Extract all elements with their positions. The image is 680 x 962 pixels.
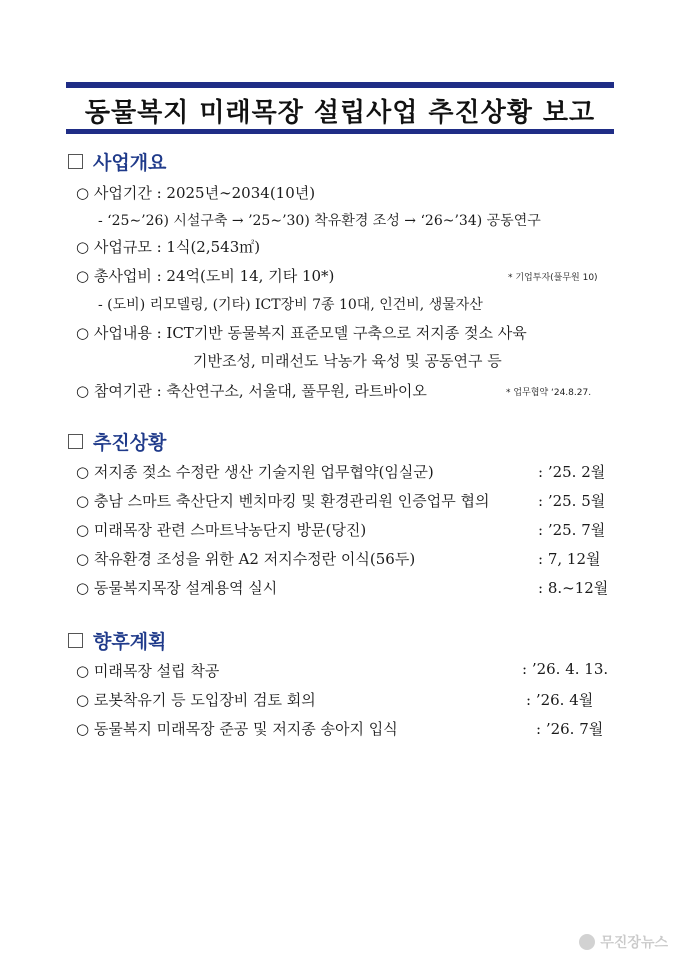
section-heading-plan — [68, 627, 166, 654]
square-bullet-icon — [68, 154, 83, 169]
page-title: 동물복지 미래목장 설립사업 추진상황 보고 — [84, 98, 596, 128]
progress-item: ○ 충남 스마트 축산단지 벤치마킹 및 환경관리원 인증업무 협의 — [76, 492, 490, 510]
title-banner — [66, 82, 614, 134]
overview-budget-note: * 기업투자(풀무원 10) — [508, 273, 598, 283]
progress-item: ○ 동물복지목장 설계용역 실시 — [76, 579, 278, 597]
section-heading-progress — [68, 428, 166, 455]
progress-item: ○ 저지종 젖소 수정란 생산 기술지원 업무협약(임실군) — [76, 463, 434, 481]
watermark-text: 무진장뉴스 — [600, 935, 668, 951]
progress-item: ○ 미래목장 관련 스마트낙농단지 방문(당진) — [76, 521, 367, 539]
progress-item-date: : ’25. 5월 — [538, 492, 606, 510]
plan-item-date: : ’26. 4. 13. — [522, 660, 609, 678]
progress-item-date: : ’25. 7월 — [538, 521, 606, 539]
square-bullet-icon — [68, 434, 83, 449]
overview-participants-note: * 업무협약 ‘24.8.27. — [506, 388, 592, 398]
progress-item-date: : 8.~12월 — [538, 579, 609, 597]
plan-item-date: : ’26. 4월 — [526, 691, 594, 709]
logo-icon — [579, 934, 595, 950]
section-heading-text: 향후계획 — [93, 631, 167, 653]
overview-scale: ○ 사업규모 : 1식(2,543㎡) — [76, 238, 261, 256]
square-bullet-icon — [68, 633, 83, 648]
section-heading-text: 추진상황 — [93, 432, 167, 454]
overview-period: ○ 사업기간 : 2025년∼2034(10년) — [76, 184, 316, 202]
watermark — [579, 932, 668, 952]
plan-item-date: : ’26. 7월 — [536, 720, 604, 738]
plan-item: ○ 로봇착유기 등 도입장비 검토 회의 — [76, 691, 316, 709]
overview-budget: ○ 총사업비 : 24억(도비 14, 기타 10*) — [76, 267, 335, 285]
title-bottom-rule — [66, 129, 614, 134]
progress-item: ○ 착유환경 조성을 위한 A2 저지수정란 이식(56두) — [76, 550, 416, 568]
overview-participants: ○ 참여기관 : 축산연구소, 서울대, 풀무원, 라트바이오 — [76, 382, 427, 400]
plan-item: ○ 동물복지 미래목장 준공 및 저지종 송아지 입식 — [76, 720, 398, 738]
overview-period-sub: - ‘25∼’26) 시설구축 → ’25∼’30) 착유환경 조성 → ‘26~’34) 공동연구 — [98, 213, 541, 229]
overview-content-2: 기반조성, 미래선도 낙농가 육성 및 공동연구 등 — [193, 352, 502, 370]
section-heading-overview — [68, 148, 166, 175]
plan-item: ○ 미래목장 설립 착공 — [76, 662, 220, 680]
progress-item-date: : 7, 12월 — [538, 550, 601, 568]
overview-budget-sub: - (도비) 리모델링, (기타) ICT장비 7종 10대, 인건비, 생물자산 — [98, 297, 483, 313]
section-heading-text: 사업개요 — [93, 152, 167, 174]
overview-content-1: ○ 사업내용 : ICT기반 동물복지 표준모델 구축으로 저지종 젖소 사육 — [76, 324, 527, 342]
title-top-rule — [66, 82, 614, 88]
progress-item-date: : ’25. 2월 — [538, 463, 606, 481]
